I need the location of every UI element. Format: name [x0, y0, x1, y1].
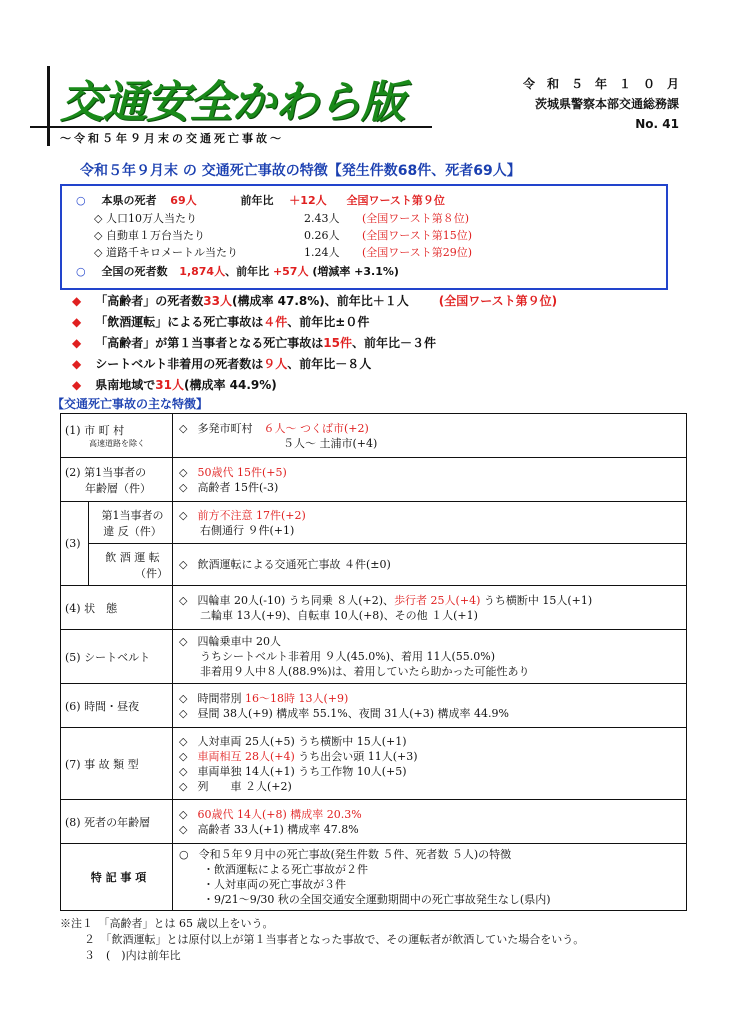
issuing-organization: 茨城県警察本部交通総務課 [534, 97, 679, 111]
table-row [61, 630, 687, 684]
key-point: ◆ 県南地域で31人(構成率 44.9%) [72, 378, 277, 392]
table-row [61, 844, 687, 911]
diamond-outline-icon: ◇ [179, 508, 188, 522]
diamond-outline-icon: ◇ [179, 706, 188, 720]
summary-sub-row: ◇ 自動車１万台当たり 0.26人 (全国ワースト第15位) [94, 229, 473, 242]
row-content: ◇ 多発市町村 ６人～ つくば市(+2) ５人～ 土浦市(+4) [173, 414, 687, 458]
table-row [61, 502, 687, 544]
diamond-outline-icon: ◇ [179, 480, 188, 494]
row-label: (4) 状 態 [61, 586, 173, 630]
row-content: ○ 令和５年９月中の死亡事故(発生件数 ５件、死者数 ５人)の特徴 ・飲酒運転による死亡事故が２件 ・人対車両の死亡事故が３件 ・9/21～9/30 秋の全国交通安全運動期間中の死亡事故発生なし(県内) [173, 844, 687, 911]
diamond-outline-icon: ◇ [179, 421, 188, 435]
diamond-outline-icon: ◇ [179, 691, 188, 705]
key-point: ◆ 「飲酒運転」による死亡事故は４件、前年比±０件 [72, 315, 370, 329]
issue-date: 令和５年１０月 [522, 77, 691, 91]
row-number: (3) [61, 502, 89, 586]
table-row [61, 586, 687, 630]
footnotes [60, 916, 584, 964]
table-row [61, 414, 687, 458]
summary-sub-row: ◇ 道路千キロメートル当たり 1.24人 (全国ワースト第29位) [94, 246, 473, 259]
row-content: ◇ 人対車両 25人(+5) うち横断中 15人(+1) ◇ 車両相互 28人(+4) うち出会い頭 11人(+3) ◇ 車両単独 14人(+1) うち工作物 10人(+5) ◇ 列 車 ２人(+2) [173, 728, 687, 800]
table-row [61, 458, 687, 502]
diamond-bullet-icon: ◆ [72, 294, 82, 308]
features-table [60, 413, 687, 911]
diamond-bullet-icon: ◆ [72, 336, 82, 350]
key-point: ◆ 「高齢者」が第１当事者となる死亡事故は15件、前年比－３件 [72, 336, 436, 350]
table-row [61, 544, 687, 586]
circle-marker-icon: ○ [76, 265, 86, 278]
header-vertical-rule [47, 66, 50, 146]
row-label: (1) 市 町 村 高速道路を除く [61, 414, 173, 458]
row-label: 特 記 事 項 [61, 844, 173, 911]
row-label: 飲 酒 運 転 （件） [89, 544, 173, 586]
diamond-bullet-icon: ◆ [72, 378, 82, 392]
row-content: ◇ 60歳代 14人(+8) 構成率 20.3% ◇ 高齢者 33人(+1) 構成率 47.8% [173, 800, 687, 844]
footnote: ２ 「飲酒運転」とは原付以上が第１当事者となった事故で、その運転者が飲酒していた場合をいう。 [84, 933, 585, 946]
header-meta [522, 74, 691, 134]
footnote: ３ ( )内は前年比 [84, 949, 181, 962]
diamond-outline-icon: ◇ [179, 749, 188, 763]
diamond-bullet-icon: ◆ [72, 315, 82, 329]
issue-number: No. 41 [635, 117, 679, 131]
key-points-list [72, 292, 557, 397]
table-row [61, 684, 687, 728]
row-content: ◇ 50歳代 15件(+5) ◇ 高齢者 15件(-3) [173, 458, 687, 502]
footnote: ※注１ 「高齢者」とは 65 歳以上をいう。 [60, 917, 274, 930]
diamond-bullet-icon: ◆ [72, 357, 82, 371]
row-content: ◇ 前方不注意 17件(+2) 右側通行 ９件(+1) [173, 502, 687, 544]
summary-box [60, 184, 668, 290]
table-row [61, 800, 687, 844]
main-heading: 令和５年９月末 の 交通死亡事故の特徴【発生件数68件、死者69人】 [80, 163, 521, 179]
row-label: (6) 時間・昼夜 [61, 684, 173, 728]
key-point: ◆ 「高齢者」の死者数33人(構成率 47.8%)、前年比＋１人 (全国ワースト第９位) [72, 294, 558, 308]
circle-marker-icon: ○ [76, 194, 86, 207]
row-label: (7) 事 故 類 型 [61, 728, 173, 800]
row-label: (5) シートベルト [61, 630, 173, 684]
row-content: ◇ 四輪乗車中 20人 うちシートベルト非着用 ９人(45.0%)、着用 11人(55.0%) 非着用９人中８人(88.9%)は、着用していたら助かった可能性あり [173, 630, 687, 684]
diamond-outline-icon: ◇ [179, 558, 188, 571]
diamond-outline-icon: ◇ [179, 734, 188, 748]
row-content: ◇ 時間帯別 16～18時 13人(+9) ◇ 昼間 38人(+9) 構成率 55.1%、夜間 31人(+3) 構成率 44.9% [173, 684, 687, 728]
diamond-outline-icon: ◇ [179, 465, 188, 479]
diamond-outline-icon: ◇ [179, 635, 188, 648]
summary-national-row: ○ 全国の死者数 1,874人、前年比 +57人 (増減率 +3.1%) [76, 265, 399, 278]
table-row [61, 728, 687, 800]
row-content: ◇ 飲酒運転による交通死亡事故 ４件(±0) [173, 544, 687, 586]
diamond-outline-icon: ◇ [179, 779, 188, 793]
diamond-outline-icon: ◇ [179, 807, 188, 821]
row-label: 第1当事者の 違 反（件） [89, 502, 173, 544]
newsletter-title: 交通安全かわら版 [60, 77, 404, 128]
diamond-outline-icon: ◇ [179, 593, 188, 607]
newsletter-subtitle: ～令和５年９月末の交通死亡事故～ [60, 132, 284, 145]
circle-outline-icon: ○ [179, 848, 189, 861]
row-content: ◇ 四輪車 20人(-10) うち同乗 ８人(+2)、歩行者 25人(+4) うち横断中 15人(+1) 二輪車 13人(+9)、自転車 10人(+8)、その他 １人(+1) [173, 586, 687, 630]
row-label: (2) 第1当事者の 年齢層（件） [61, 458, 173, 502]
row-label: (8) 死者の年齢層 [61, 800, 173, 844]
key-point: ◆ シートベルト非着用の死者数は９人、前年比－８人 [72, 357, 372, 371]
summary-sub-row: ◇ 人口10万人当たり 2.43人 (全国ワースト第８位) [94, 212, 470, 225]
summary-pref-row: ○ 本県の死者 69人 前年比 ＋12人 全国ワースト第９位 [76, 194, 445, 207]
diamond-outline-icon: ◇ [179, 764, 188, 778]
section-heading: 【交通死亡事故の主な特徴】 [52, 397, 209, 411]
diamond-outline-icon: ◇ [179, 822, 188, 836]
